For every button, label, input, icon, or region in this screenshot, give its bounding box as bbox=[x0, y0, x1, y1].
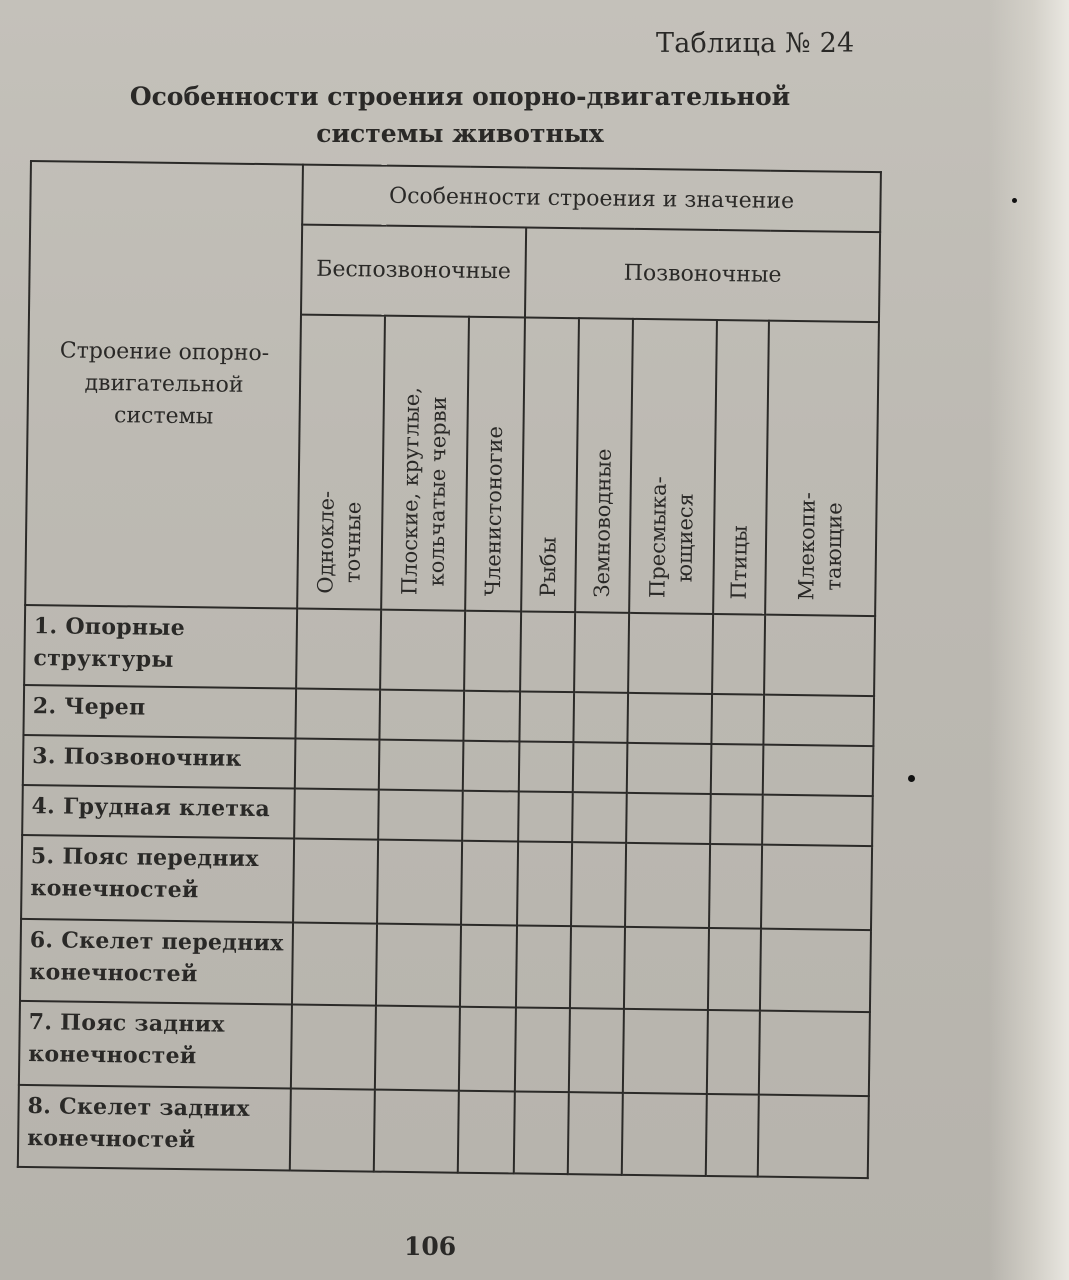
row-label: 4. Грудная клетка bbox=[22, 785, 295, 839]
table-cell bbox=[291, 1005, 376, 1090]
table-cell bbox=[572, 792, 627, 843]
row-label: 8. Скелет задних конечностей bbox=[18, 1085, 291, 1171]
column-header-label: Однокле- точные bbox=[313, 490, 366, 595]
table-cell bbox=[574, 612, 629, 693]
table-cell bbox=[516, 925, 571, 1008]
table-cell bbox=[377, 840, 462, 925]
table-number: Таблица № 24 bbox=[656, 28, 855, 59]
table-cell bbox=[519, 691, 574, 742]
column-header-label: Плоские, круглые, кольчатые черви bbox=[397, 386, 451, 596]
table-cell bbox=[711, 694, 764, 745]
table-cell bbox=[379, 690, 464, 741]
table-cell bbox=[379, 740, 464, 791]
column-header bbox=[465, 317, 525, 612]
table-cell bbox=[573, 692, 628, 743]
table-cell bbox=[710, 794, 763, 845]
row-label: 3. Позвоночник bbox=[23, 735, 296, 789]
table-cell bbox=[762, 795, 873, 846]
table-cell bbox=[758, 1095, 869, 1178]
table-cell bbox=[294, 789, 379, 840]
title-line-2: системы животных bbox=[316, 119, 604, 148]
table-cell bbox=[760, 929, 871, 1012]
column-header bbox=[765, 321, 879, 616]
column-header-label: Млекопи- тающие bbox=[794, 491, 847, 601]
row-label: 2. Череп bbox=[23, 685, 296, 739]
table-cell bbox=[628, 613, 713, 694]
row-label: 6. Скелет передних конечностей bbox=[20, 919, 293, 1005]
column-header bbox=[575, 318, 633, 613]
table-cell bbox=[461, 841, 518, 926]
column-header-label: Рыбы bbox=[535, 536, 561, 597]
column-header-label: Земноводные bbox=[589, 448, 616, 598]
column-header-label: Пресмыка- ющиеся bbox=[645, 476, 698, 599]
table-cell bbox=[759, 1011, 870, 1096]
table-cell bbox=[708, 928, 761, 1011]
table-cell bbox=[569, 1008, 624, 1093]
row-label: 5. Пояс передних конечностей bbox=[21, 835, 294, 923]
table-cell bbox=[627, 693, 712, 744]
title-line-1: Особенности строения опорно-двигательной bbox=[129, 82, 791, 111]
table-cell bbox=[460, 925, 517, 1008]
table-cell bbox=[519, 741, 574, 792]
table-cell bbox=[706, 1094, 759, 1177]
table-cell bbox=[570, 926, 625, 1009]
table-cell bbox=[290, 1088, 375, 1171]
table-row bbox=[20, 919, 871, 1012]
table-cell bbox=[380, 610, 465, 691]
table-cell bbox=[517, 841, 572, 926]
table-cell bbox=[622, 1093, 707, 1176]
ink-mark bbox=[1012, 198, 1017, 203]
table-cell bbox=[623, 1009, 708, 1094]
table-row bbox=[18, 1085, 869, 1178]
table-cell bbox=[464, 611, 521, 692]
table-cell bbox=[376, 924, 461, 1007]
group-header-vertebrates: Позвоночные bbox=[525, 228, 880, 323]
table-cell bbox=[763, 695, 874, 746]
table-cell bbox=[295, 739, 380, 790]
table-cell bbox=[709, 844, 762, 929]
column-header-label: Членистоногие bbox=[480, 425, 508, 597]
corner-header: Строение опорно-двигательной системы bbox=[25, 161, 303, 609]
table-cell bbox=[707, 1010, 760, 1095]
table-row bbox=[19, 1001, 870, 1096]
row-label: 1. Опорные структуры bbox=[24, 605, 297, 689]
table-cell bbox=[292, 923, 377, 1006]
row-label: 7. Пояс задних конечностей bbox=[19, 1001, 292, 1089]
table-cell bbox=[518, 791, 573, 842]
table-cell bbox=[459, 1007, 516, 1092]
column-header bbox=[521, 317, 579, 612]
table-cell bbox=[515, 1007, 570, 1092]
table-cell bbox=[764, 615, 875, 696]
table-cell bbox=[520, 611, 575, 692]
column-header bbox=[297, 315, 385, 610]
table-cell bbox=[458, 1091, 515, 1174]
table-cell bbox=[712, 614, 765, 695]
table-cell bbox=[293, 839, 378, 924]
table-row bbox=[24, 605, 875, 696]
table-cell bbox=[627, 743, 712, 794]
table-cell bbox=[624, 927, 709, 1010]
table-cell bbox=[711, 744, 764, 795]
table-cell bbox=[763, 745, 874, 796]
table-row bbox=[21, 835, 872, 930]
table-cell bbox=[514, 1091, 569, 1174]
column-header bbox=[713, 320, 769, 615]
main-header: Особенности строения и значение bbox=[302, 165, 881, 233]
table-cell bbox=[378, 790, 463, 841]
table-cell bbox=[462, 791, 519, 842]
column-header bbox=[381, 316, 469, 611]
table-cell bbox=[463, 691, 520, 742]
table-cell bbox=[625, 843, 710, 928]
table-cell bbox=[374, 1090, 459, 1173]
skeleton-table bbox=[17, 160, 880, 1201]
table-cell bbox=[568, 1092, 623, 1175]
column-header bbox=[629, 319, 717, 614]
table-cell bbox=[295, 689, 380, 740]
page-number: 106 bbox=[404, 1232, 457, 1261]
page-title bbox=[90, 78, 830, 152]
page-edge bbox=[989, 0, 1069, 1280]
table-cell bbox=[375, 1006, 460, 1091]
ink-mark bbox=[908, 775, 915, 782]
table-cell bbox=[571, 842, 626, 927]
table-cell bbox=[761, 845, 872, 930]
table-cell bbox=[296, 609, 381, 690]
group-header-invertebrates: Беспозвоночные bbox=[301, 225, 526, 318]
table-cell bbox=[573, 742, 628, 793]
table-cell bbox=[626, 793, 711, 844]
column-header-label: Птицы bbox=[726, 525, 752, 600]
table-cell bbox=[463, 741, 520, 792]
